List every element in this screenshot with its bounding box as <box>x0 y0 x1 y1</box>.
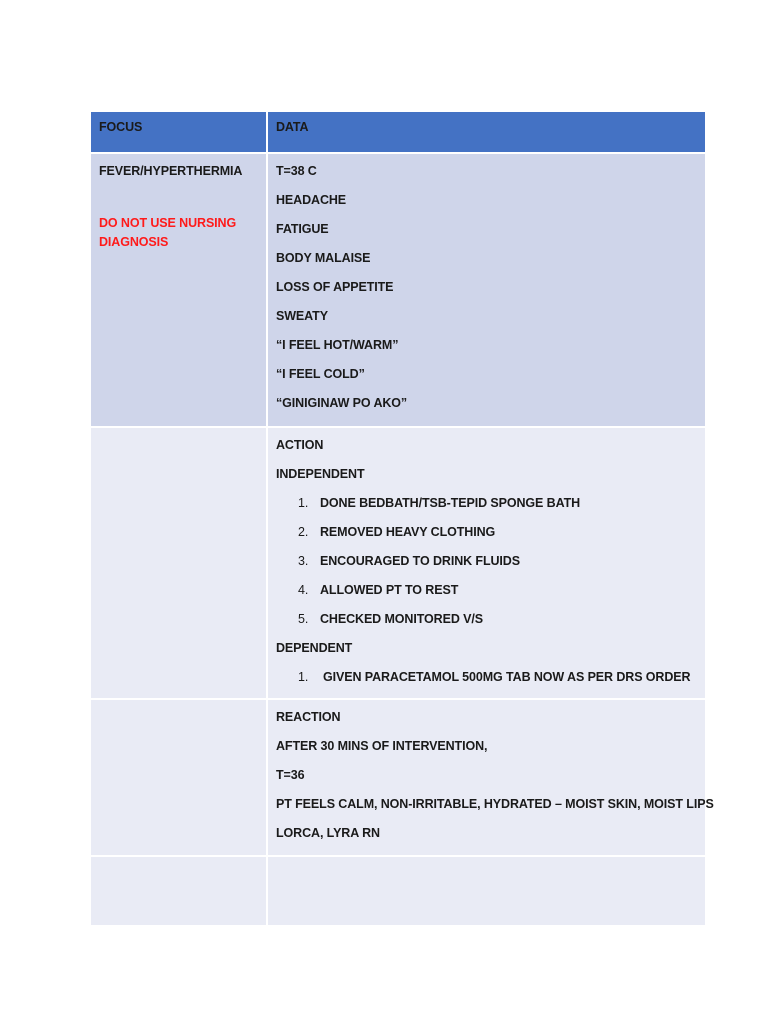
item-text: GIVEN PARACETAMOL 500MG TAB NOW AS PER DRS ORDER <box>323 670 691 684</box>
table-row-empty <box>91 857 705 927</box>
independent-item <box>276 553 697 569</box>
item-text: ENCOURAGED TO DRINK FLUIDS <box>320 554 520 568</box>
dependent-label: DEPENDENT <box>276 641 353 655</box>
data-item: “I FEEL COLD” <box>276 367 365 381</box>
data-item: T=38 C <box>276 164 317 178</box>
item-number: 1. <box>298 670 309 684</box>
data-item: HEADACHE <box>276 193 347 207</box>
table-row-reaction <box>91 700 714 857</box>
focus-header: FOCUS <box>91 112 268 152</box>
independent-item <box>276 524 697 540</box>
item-text: CHECKED MONITORED V/S <box>320 612 483 626</box>
data-item: BODY MALAISE <box>276 251 371 265</box>
reaction-line: PT FEELS CALM, NON-IRRITABLE, HYDRATED – MOIST SKIN, MOIST LIPS <box>276 797 714 811</box>
focus-cell-empty <box>91 428 268 698</box>
item-text: ALLOWED PT TO REST <box>320 583 459 597</box>
reaction-line: T=36 <box>276 768 305 782</box>
data-item: “I FEEL HOT/WARM” <box>276 338 399 352</box>
reaction-line: AFTER 30 MINS OF INTERVENTION, <box>276 739 488 753</box>
focus-note: DO NOT USE NURSING DIAGNOSIS <box>99 216 237 249</box>
independent-item <box>276 611 697 627</box>
reaction-line: LORCA, LYRA RN <box>276 826 380 840</box>
empty-cell <box>91 857 268 925</box>
item-text: DONE BEDBATH/TSB-TEPID SPONGE BATH <box>320 496 581 510</box>
action-title: ACTION <box>276 438 324 452</box>
data-header: DATA <box>268 112 705 152</box>
reaction-title: REACTION <box>276 710 341 724</box>
item-number: 5. <box>298 612 309 626</box>
data-item: LOSS OF APPETITE <box>276 280 394 294</box>
action-cell <box>268 428 705 698</box>
item-number: 4. <box>298 583 309 597</box>
item-number: 3. <box>298 554 309 568</box>
table-row-data <box>91 154 705 428</box>
data-cell <box>268 154 705 426</box>
focus-cell-empty <box>91 700 268 855</box>
table-header-row <box>91 112 705 154</box>
data-item: “GINIGINAW PO AKO” <box>276 396 408 410</box>
item-number: 1. <box>298 496 309 510</box>
focus-label: FEVER/HYPERTHERMIA <box>99 164 243 178</box>
reaction-cell <box>268 700 714 855</box>
independent-item <box>276 495 697 511</box>
independent-item <box>276 582 697 598</box>
fdar-table <box>91 112 714 927</box>
focus-cell <box>91 154 268 426</box>
data-item: SWEATY <box>276 309 328 323</box>
dependent-item <box>276 669 697 685</box>
independent-label: INDEPENDENT <box>276 467 365 481</box>
empty-cell <box>268 857 705 925</box>
item-number: 2. <box>298 525 309 539</box>
table-row-action <box>91 428 705 700</box>
item-text: REMOVED HEAVY CLOTHING <box>320 525 496 539</box>
data-item: FATIGUE <box>276 222 329 236</box>
